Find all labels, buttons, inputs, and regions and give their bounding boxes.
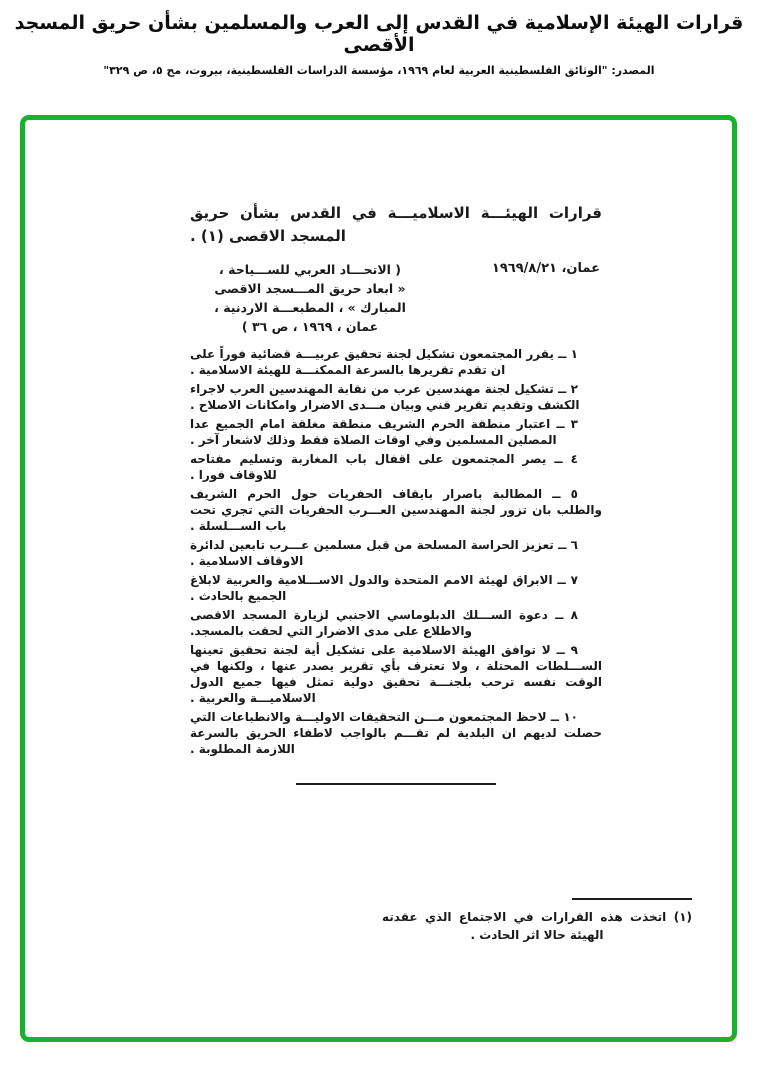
page-source-line: المصدر: "الوثائق الفلسطينية العربية لعام ١٩٦٩، مؤسسة الدراسات الفلسطينية، بيروت، مج ٥، ص ٣٢٩" — [103, 64, 655, 77]
resolutions-list — [190, 346, 602, 757]
citation-line: « ابعاد حريق المـــسجد الاقصى — [214, 281, 406, 296]
resolution-item: ٩ ــ لا توافق الهيئة الاسلامية على تشكيل أية لجنة تحقيق تعينها الســـلطات المحتلة ، ولا تعترف بأي تقرير يصدر عنها ، ولكنها في الوقت نفسه ترحب بلجنـــة تحقيق دولية تمثل فيها جميع الدول الاسلاميـــة والعربية . — [190, 643, 602, 705]
footnote-line-1: (١) اتخذت هذه القرارات في الاجتماع الذي عقدته — [382, 910, 692, 924]
document-title: قرارات الهيئـــة الاسلاميـــة في القدس بشأن حريق المسجد الاقصى (١) . — [190, 204, 602, 245]
resolution-item: ١٠ ــ لاحظ المجتمعون مـــن التحقيقات الاوليـــة والانطباعات التي حصلت لديهم ان البلدية لم تقـــم بالواجب لاطفاء الحريق بالسرعة اللازمة المطلوبة . — [190, 710, 602, 756]
page-header — [0, 12, 758, 77]
page-title: قرارات الهيئة الإسلامية في القدس إلى العرب والمسلمين بشأن حريق المسجد الأقصى — [14, 12, 744, 56]
citation-line: ( الاتحـــاد العربي للســـياحة ، — [219, 262, 401, 277]
dateline: عمان، ١٩٦٩/٨/٢١ — [491, 261, 600, 276]
citation-block — [194, 260, 426, 336]
citation-line: المبارك » ، المطبعـــة الاردنية ، — [214, 300, 406, 315]
resolution-item: ٧ ــ الابراق لهيئة الامم المتحدة والدول الاســـلامية والعربية لابلاغ الجميع بالحادث . — [190, 573, 578, 603]
footnote — [382, 898, 692, 944]
closing-rule — [296, 783, 496, 785]
resolution-item: ٨ ــ دعوة الســـلك الدبلوماسي الاجنبي لزيارة المسجد الاقصى والاطلاع على مدى الاضرار التي لحقت بالمسجد. — [190, 608, 578, 638]
resolution-item: ١ ــ يقرر المجتمعون تشكيل لجنة تحقيق عربيـــة قضائية فوراً على ان تقدم تقريرها بالسرعة الممكنـــة للهيئة الاسلامية . — [190, 347, 578, 377]
document-frame — [20, 115, 737, 1042]
resolution-item: ٥ ــ المطالبة باصرار بايقاف الحفريات حول الحرم الشريف والطلب بان تزور لجنة المهندسين العـــرب الحفريات التي تجري تحت باب الســـلسلة . — [190, 487, 602, 533]
footnote-line-2: الهيئة حالا اثر الحادث . — [470, 928, 604, 942]
footnote-rule — [572, 898, 692, 900]
document-content — [190, 202, 602, 785]
citation-line: عمان ، ١٩٦٩ ، ص ٣٦ ) — [241, 319, 379, 334]
resolution-item: ٣ ــ اعتبار منطقة الحرم الشريف منطقة مغلقة امام الجميع عدا المصلين المسلمين وفي اوقات الصلاة فقط وذلك لاشعار آخر . — [190, 417, 578, 447]
resolution-item: ٢ ــ تشكيل لجنة مهندسين عرب من نقابة المهندسين العرب لاجراء الكشف وتقديم تقرير فني وبيان مـــدى الاضرار وامكانات الاصلاح . — [190, 382, 580, 412]
resolution-item: ٦ ــ تعزيز الحراسة المسلحة من قبل مسلمين عـــرب تابعين لدائرة الاوقاف الاسلامية . — [190, 538, 578, 568]
dateline-row — [190, 260, 602, 346]
resolution-item: ٤ ــ يصر المجتمعون على اقفال باب المغاربة وتسليم مفتاحه للاوقاف فورا . — [190, 452, 578, 482]
